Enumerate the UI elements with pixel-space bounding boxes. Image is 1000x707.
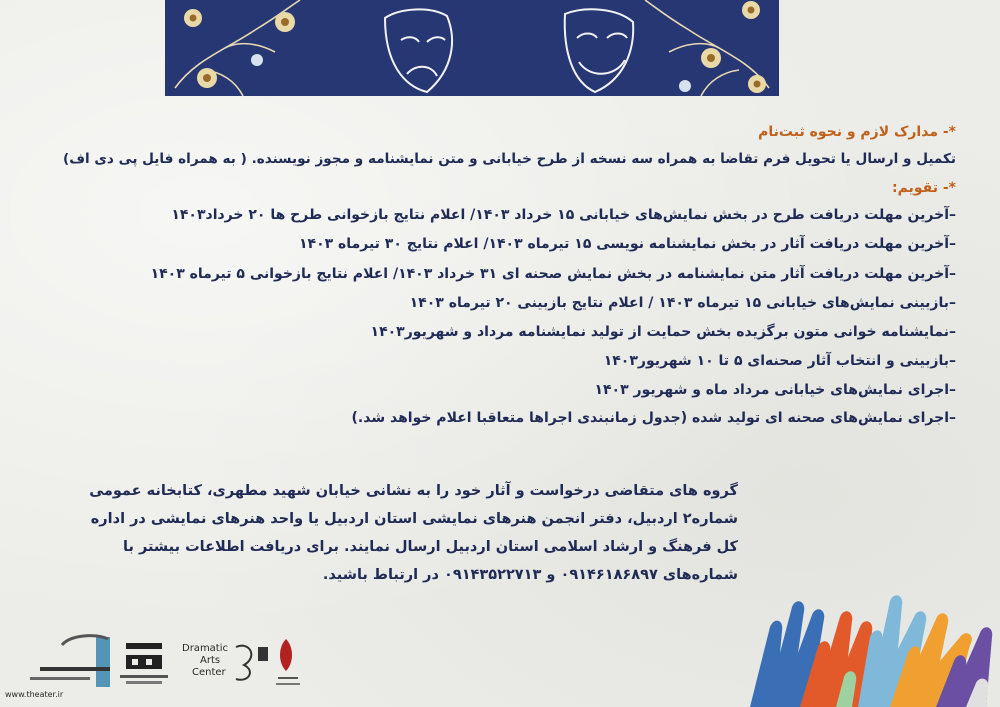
dramatic-arts-center-logo (182, 643, 251, 680)
banner-art (165, 0, 779, 96)
schedule-item: –اجرای نمایش‌های خیابانی مرداد ماه و شهریور ۱۴۰۳ (594, 382, 956, 398)
documents-heading: *- مدارک لازم و نحوه ثبت‌نام (758, 124, 956, 140)
logo-word: Dramatic (182, 643, 229, 654)
logo-word: Center (192, 667, 226, 678)
ministry-logo (258, 639, 300, 685)
contact-line: کل فرهنگ و ارشاد اسلامی استان اردبیل ارسال نمایند. برای دریافت اطلاعات بیشتر با (123, 539, 738, 555)
schedule-heading: *- تقویم: (892, 180, 956, 196)
contact-line: شماره۲ اردبیل، دفتر انجمن هنرهای نمایشی استان اردبیل یا واحد هنرهای نمایشی در اداره (90, 511, 738, 527)
schedule-item: –آخرین مهلت دریافت طرح در بخش نمایش‌های خیابانی ۱۵ خرداد ۱۴۰۳/ اعلام نتایج بازخوانی طرح ها ۲۰ خرداد۱۴۰۳ (171, 207, 956, 223)
logo-strip (0, 617, 330, 707)
schedule-item: –آخرین مهلت دریافت آثار در بخش نمایشنامه نویسی ۱۵ تیرماه ۱۴۰۳/ اعلام نتایج ۳۰ تیرماه ۱۴۰۳ (298, 236, 956, 252)
schedule-item: –بازبینی و انتخاب آثار صحنه‌ای ۵ تا ۱۰ شهریور۱۴۰۳ (603, 353, 956, 369)
documents-text: تکمیل و ارسال یا تحویل فرم تقاضا به همراه سه نسخه از طرح خیابانی و متن نمایشنامه و مجوز نویسنده. ( به همراه فایل پی دی اف) (63, 151, 956, 167)
schedule-item: –نمایشنامه خوانی متون برگزیده بخش حمایت از تولید نمایشنامه مرداد و شهریور۱۴۰۳ (370, 324, 956, 340)
tragedy-mask-icon (385, 9, 452, 92)
dramatic-arts-society-logo (120, 643, 168, 684)
flower-ornament-icon (184, 9, 295, 88)
contact-line: شماره‌های ۰۹۱۴۶۱۸۶۸۹۷ و ۰۹۱۴۳۵۲۲۷۱۳ در ارتباط باشید. (322, 567, 738, 583)
flower-ornament-icon (679, 1, 766, 93)
header-banner (165, 0, 779, 96)
schedule-item: –آخرین مهلت دریافت آثار متن نمایشنامه در بخش نمایش صحنه ای ۳۱ خرداد ۱۴۰۳/ اعلام نتایج بازخوانی ۵ تیرماه ۱۴۰۳ (150, 266, 956, 282)
comedy-mask-icon (565, 9, 633, 92)
schedule-item: –بازبینی نمایش‌های خیابانی ۱۵ تیرماه ۱۴۰۳ / اعلام نتایج بازبینی ۲۰ تیرماه ۱۴۰۳ (409, 295, 956, 311)
website-label: www.theater.ir (5, 690, 64, 699)
schedule-item: –اجرای نمایش‌های صحنه ای تولید شده (جدول زمانبندی اجراها متعاقبا اعلام خواهد شد.) (351, 410, 956, 426)
logo-word: Arts (200, 655, 221, 666)
raised-hands-artwork (740, 557, 1000, 707)
iran-theater-logo (5, 636, 110, 699)
contact-line: گروه های متقاضی درخواست و آثار خود را به نشانی خیابان شهید مطهری، کتابخانه عمومی (89, 483, 738, 499)
hand-shape (750, 595, 992, 707)
